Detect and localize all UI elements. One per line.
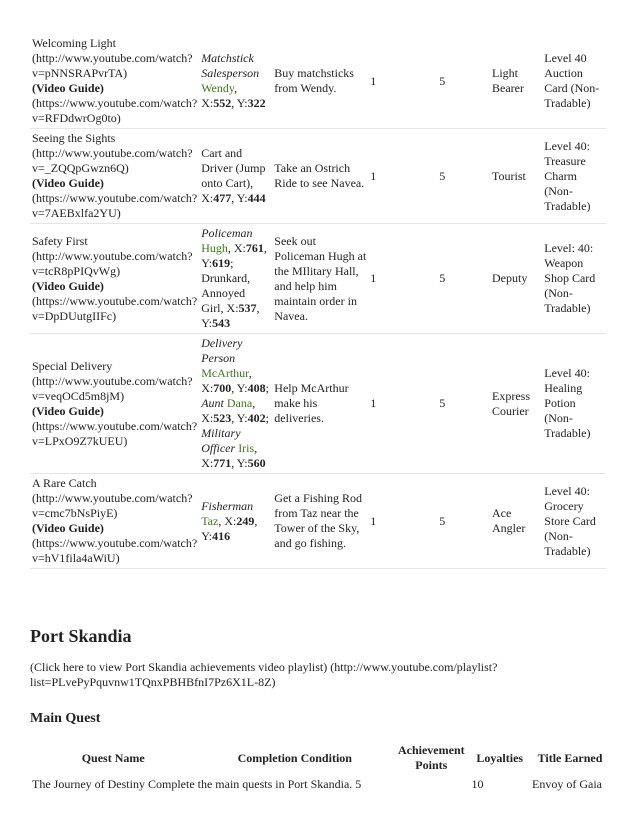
npc-role: Fisherman [201, 498, 254, 513]
npc-y: 543 [212, 316, 231, 330]
section-title: Port Skandia [30, 626, 132, 646]
npc-y: 408 [247, 381, 266, 395]
condition-cell: Get a Fishing Rod from Taz near the Tower of the Sky, and go fishing. [272, 474, 368, 569]
points-cell: 1 [368, 34, 437, 129]
quest-name-cell [30, 224, 199, 334]
col-header-title-earned: Title Earned [537, 750, 603, 765]
reward-cell: Level 40: Healing Potion (Non-Tradable) [542, 334, 606, 474]
video-link[interactable]: (http://www.youtube.com/watch?v=tcR8pPIQvWg) [32, 248, 193, 278]
npc-cell: Matchstick Salesperson Wendy, X:552, Y:322 [199, 34, 272, 129]
npc-name: Hugh [201, 241, 228, 255]
npc-text: Drunkard, Annoyed Girl, [201, 271, 251, 315]
video-guide-link[interactable]: (https://www.youtube.com/watch?v=7AEBxlfa2YU) [32, 191, 198, 220]
npc-role: Aunt [201, 396, 224, 410]
npc-text: Cart and Driver (Jump onto Cart), [201, 146, 266, 190]
col-header-loyalties: Loyalties [476, 750, 524, 765]
reward-cell: Level 40: Treasure Charm (Non-Tradable) [542, 129, 606, 224]
table-row [30, 474, 606, 569]
npc-x: 477 [213, 191, 232, 205]
npc-x: 552 [213, 96, 232, 110]
npc-role: Delivery Person [201, 336, 243, 365]
quest-name: The Journey of Destiny [32, 777, 145, 791]
quest-name-cell [30, 334, 199, 474]
points-cell: 1 [368, 474, 437, 569]
video-link[interactable]: (http://www.youtube.com/watch?v=cmc7bNsPiyE) [32, 491, 193, 520]
npc-x: 700 [213, 381, 232, 395]
quest-name-cell [30, 474, 199, 569]
condition-cell: Help McArthur make his deliveries. [272, 334, 368, 474]
title-cell: Tourist [490, 129, 542, 224]
npc-y: 560 [247, 456, 266, 470]
quest-name-cell [30, 34, 199, 129]
npc-y: 444 [247, 191, 266, 205]
npc-x: 249 [236, 513, 255, 528]
npc-name: Taz [201, 513, 219, 528]
npc-name: McArthur [201, 366, 249, 380]
title-cell: Light Bearer [490, 34, 542, 129]
loyalties-cell: 5 [437, 34, 490, 129]
points-cell: 1 [368, 334, 437, 474]
quest-name: Safety First [32, 233, 88, 248]
title-cell: Express Courier [490, 334, 542, 474]
video-guide-link[interactable]: (https://www.youtube.com/watch?v=RFDdwrOg0to) [32, 96, 198, 125]
npc-cell: Fisherman Taz, X:249, Y:416 [199, 474, 272, 569]
achievements-table [30, 34, 606, 569]
main-quest-heading: Main Quest [30, 711, 101, 726]
quest-name: A Rare Catch [32, 476, 97, 490]
loyalties-cell: 5 [437, 474, 490, 569]
quest-name: Special Delivery [32, 358, 113, 373]
achievement-points: 5 [355, 777, 362, 791]
npc-role: Policeman [201, 226, 253, 240]
video-guide-label: (Video Guide) [32, 403, 104, 418]
col-header-achievement-points: Achievement Points [397, 743, 465, 772]
points-cell: 1 [368, 224, 437, 334]
table-row [30, 334, 606, 474]
spacer-cell [393, 773, 469, 796]
title-cell: Ace Angler [490, 474, 542, 569]
npc-y: 402 [247, 411, 266, 425]
npc-name: Dana [226, 396, 253, 410]
npc-name: Wendy [201, 81, 235, 95]
col-header-completion-condition: Completion Condition [237, 750, 352, 765]
video-guide-label: (Video Guide) [32, 176, 104, 190]
reward-cell: Level 40 Auction Card (Non-Tradable) [542, 34, 606, 129]
main-quest-table [30, 743, 610, 796]
table-row [30, 129, 606, 224]
video-link[interactable]: (http://www.youtube.com/watch?v=_ZQQpGwzn6Q) [32, 146, 193, 175]
condition-cell: Seek out Policeman Hugh at the MIlitary Hall, and help him maintain order in Navea. [272, 224, 368, 334]
col-header-quest-name: Quest Name [81, 750, 145, 765]
npc-x: 761 [245, 241, 264, 255]
reward-cell: Level 40: Grocery Store Card (Non-Tradable) [542, 474, 606, 569]
reward-cell: Level: 40: Weapon Shop Card (Non-Tradable) [542, 224, 606, 334]
loyalties-cell: 5 [437, 129, 490, 224]
video-guide-link[interactable]: (https://www.youtube.com/watch?v=DpDUutgIIFc) [32, 293, 198, 323]
npc-role: Matchstick Salesperson [201, 51, 260, 80]
video-link[interactable]: (http://www.youtube.com/watch?v=veqOCd5m8jM) [32, 373, 193, 403]
npc-y: 416 [212, 528, 231, 543]
npc-cell: Delivery Person McArthur, X:700, Y:408; Aunt Dana, X:523, Y:402; Military Officer Iris, X:771, Y:560 [199, 334, 272, 474]
npc-y: 619 [212, 256, 231, 270]
condition-cell: Take an Ostrich Ride to see Navea. [272, 129, 368, 224]
video-guide-link[interactable]: (https://www.youtube.com/watch?v=LPxO9Z7kUEU) [32, 418, 198, 448]
quest-name-and-condition-cell [30, 773, 393, 796]
npc-name: Iris [238, 441, 255, 455]
table-header-row [30, 743, 610, 773]
completion-condition: Complete the main quests in Port Skandia. [147, 777, 353, 791]
npc-x: 537 [238, 301, 257, 315]
title-cell: Deputy [490, 224, 542, 334]
title-earned-cell: Envoy of Gaia [532, 777, 602, 791]
condition-cell: Buy matchsticks from Wendy. [272, 34, 368, 129]
playlist-link[interactable]: (Click here to view Port Skandia achievements video playlist) (http://www.youtube.com/playlist?list=PLvePyPquvnw1TQnxPBHBfnI7Pz6X1L-8Z) [30, 660, 498, 689]
table-row [30, 773, 610, 796]
video-guide-label: (Video Guide) [32, 81, 104, 95]
points-cell: 1 [368, 129, 437, 224]
npc-role: Military Officer [201, 426, 241, 455]
quest-name: Welcoming Light [32, 36, 117, 50]
npc-x: 771 [213, 456, 232, 470]
table-row [30, 34, 606, 129]
npc-cell: Cart and Driver (Jump onto Cart), X:477, Y:444 [199, 129, 272, 224]
video-guide-label: (Video Guide) [32, 521, 104, 535]
video-guide-label: (Video Guide) [32, 278, 104, 293]
table-row [30, 224, 606, 334]
video-guide-link[interactable]: (https://www.youtube.com/watch?v=hV1fila4aWiU) [32, 536, 198, 565]
loyalties-cell: 5 [437, 224, 490, 334]
quest-name: Seeing the Sights [32, 131, 116, 145]
loyalties-cell: 10 [471, 777, 484, 791]
npc-y: 322 [247, 96, 266, 110]
video-link[interactable]: (http://www.youtube.com/watch?v=pNNSRAPvrTA) [32, 51, 193, 80]
loyalties-cell: 5 [437, 334, 490, 474]
quest-name-cell [30, 129, 199, 224]
punctuation: , [234, 81, 238, 95]
npc-cell: Policeman Hugh, X:761, Y:619; Drunkard, Annoyed Girl, X:537, Y:543 [199, 224, 272, 334]
npc-x: 523 [213, 411, 232, 425]
